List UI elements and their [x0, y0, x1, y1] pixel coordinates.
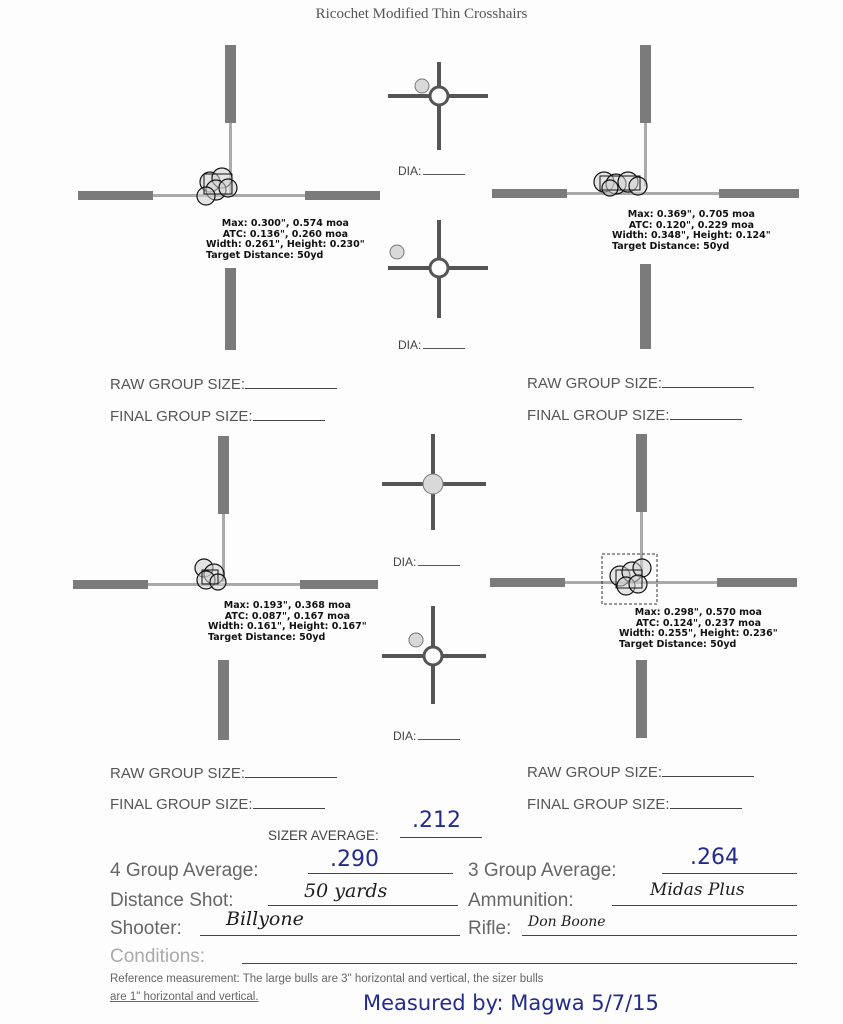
dia-label: DIA: — [398, 338, 422, 352]
ammunition-label: Ammunition: — [468, 890, 574, 911]
distance-shot-label: Distance Shot: — [110, 890, 234, 911]
target-2-stats: Max: 0.369", 0.705 moa ATC: 0.120", 0.229 moa Width: 0.348", Height: 0.124" Target Distance: 50yd — [612, 209, 771, 252]
final-group-size-3: FINAL GROUP SIZE: — [110, 796, 325, 813]
final-group-size-4: FINAL GROUP SIZE: — [527, 796, 742, 813]
shooter-value: Billyone — [226, 908, 304, 930]
dia-label: DIA: — [393, 729, 417, 743]
distance-shot-value: 50 yards — [304, 880, 388, 902]
four-group-average-value: .290 — [330, 847, 379, 872]
raw-group-size-4: RAW GROUP SIZE: — [527, 764, 754, 781]
four-group-average-label: 4 Group Average: — [110, 860, 259, 881]
shooter-label: Shooter: — [110, 918, 182, 939]
final-group-size-2: FINAL GROUP SIZE: — [527, 407, 742, 424]
dia-label: DIA: — [398, 164, 422, 178]
sizer-average-label: SIZER AVERAGE: — [268, 828, 379, 843]
ammunition-value: Midas Plus — [650, 880, 745, 900]
rifle-label: Rifle: — [468, 918, 512, 939]
sizer-bull-2 — [380, 218, 500, 326]
shot-group-3 — [186, 552, 238, 600]
target-3-stats: Max: 0.193", 0.368 moa ATC: 0.087", 0.167 moa Width: 0.161", Height: 0.167" Target Distance: 50yd — [208, 600, 367, 643]
rifle-value: Don Boone — [528, 914, 606, 930]
target-1-stats: Max: 0.300", 0.574 moa ATC: 0.136", 0.260 moa Width: 0.261", Height: 0.230" Target Distance: 50yd — [206, 218, 365, 261]
shot-group-4 — [598, 550, 662, 608]
final-group-size-1: FINAL GROUP SIZE: — [110, 408, 325, 425]
reference-note-line-2: are 1" horizontal and vertical. — [110, 991, 259, 1003]
conditions-label: Conditions: — [110, 946, 206, 967]
target-4-stats: Max: 0.298", 0.570 moa ATC: 0.124", 0.237 moa Width: 0.255", Height: 0.236" Target Distance: 50yd — [619, 607, 778, 650]
three-group-average-value: .264 — [690, 845, 739, 870]
measured-by: Measured by: Magwa 5/7/15 — [363, 991, 659, 1015]
raw-group-size-2: RAW GROUP SIZE: — [527, 375, 754, 392]
three-group-average-label: 3 Group Average: — [468, 860, 617, 881]
reference-note-line-1: Reference measurement: The large bulls are 3" horizontal and vertical, the sizer bulls — [110, 973, 544, 985]
shot-group-1 — [190, 160, 250, 216]
raw-group-size-3: RAW GROUP SIZE: — [110, 765, 337, 782]
dia-label: DIA: — [393, 555, 417, 569]
sizer-bull-1 — [380, 60, 500, 160]
sizer-average-value: .212 — [412, 808, 461, 833]
raw-group-size-1: RAW GROUP SIZE: — [110, 376, 337, 393]
page-title: Ricochet Modified Thin Crosshairs — [315, 6, 528, 22]
sizer-bull-3 — [376, 432, 496, 532]
shot-group-2 — [588, 162, 656, 206]
sizer-bull-4 — [376, 604, 496, 708]
